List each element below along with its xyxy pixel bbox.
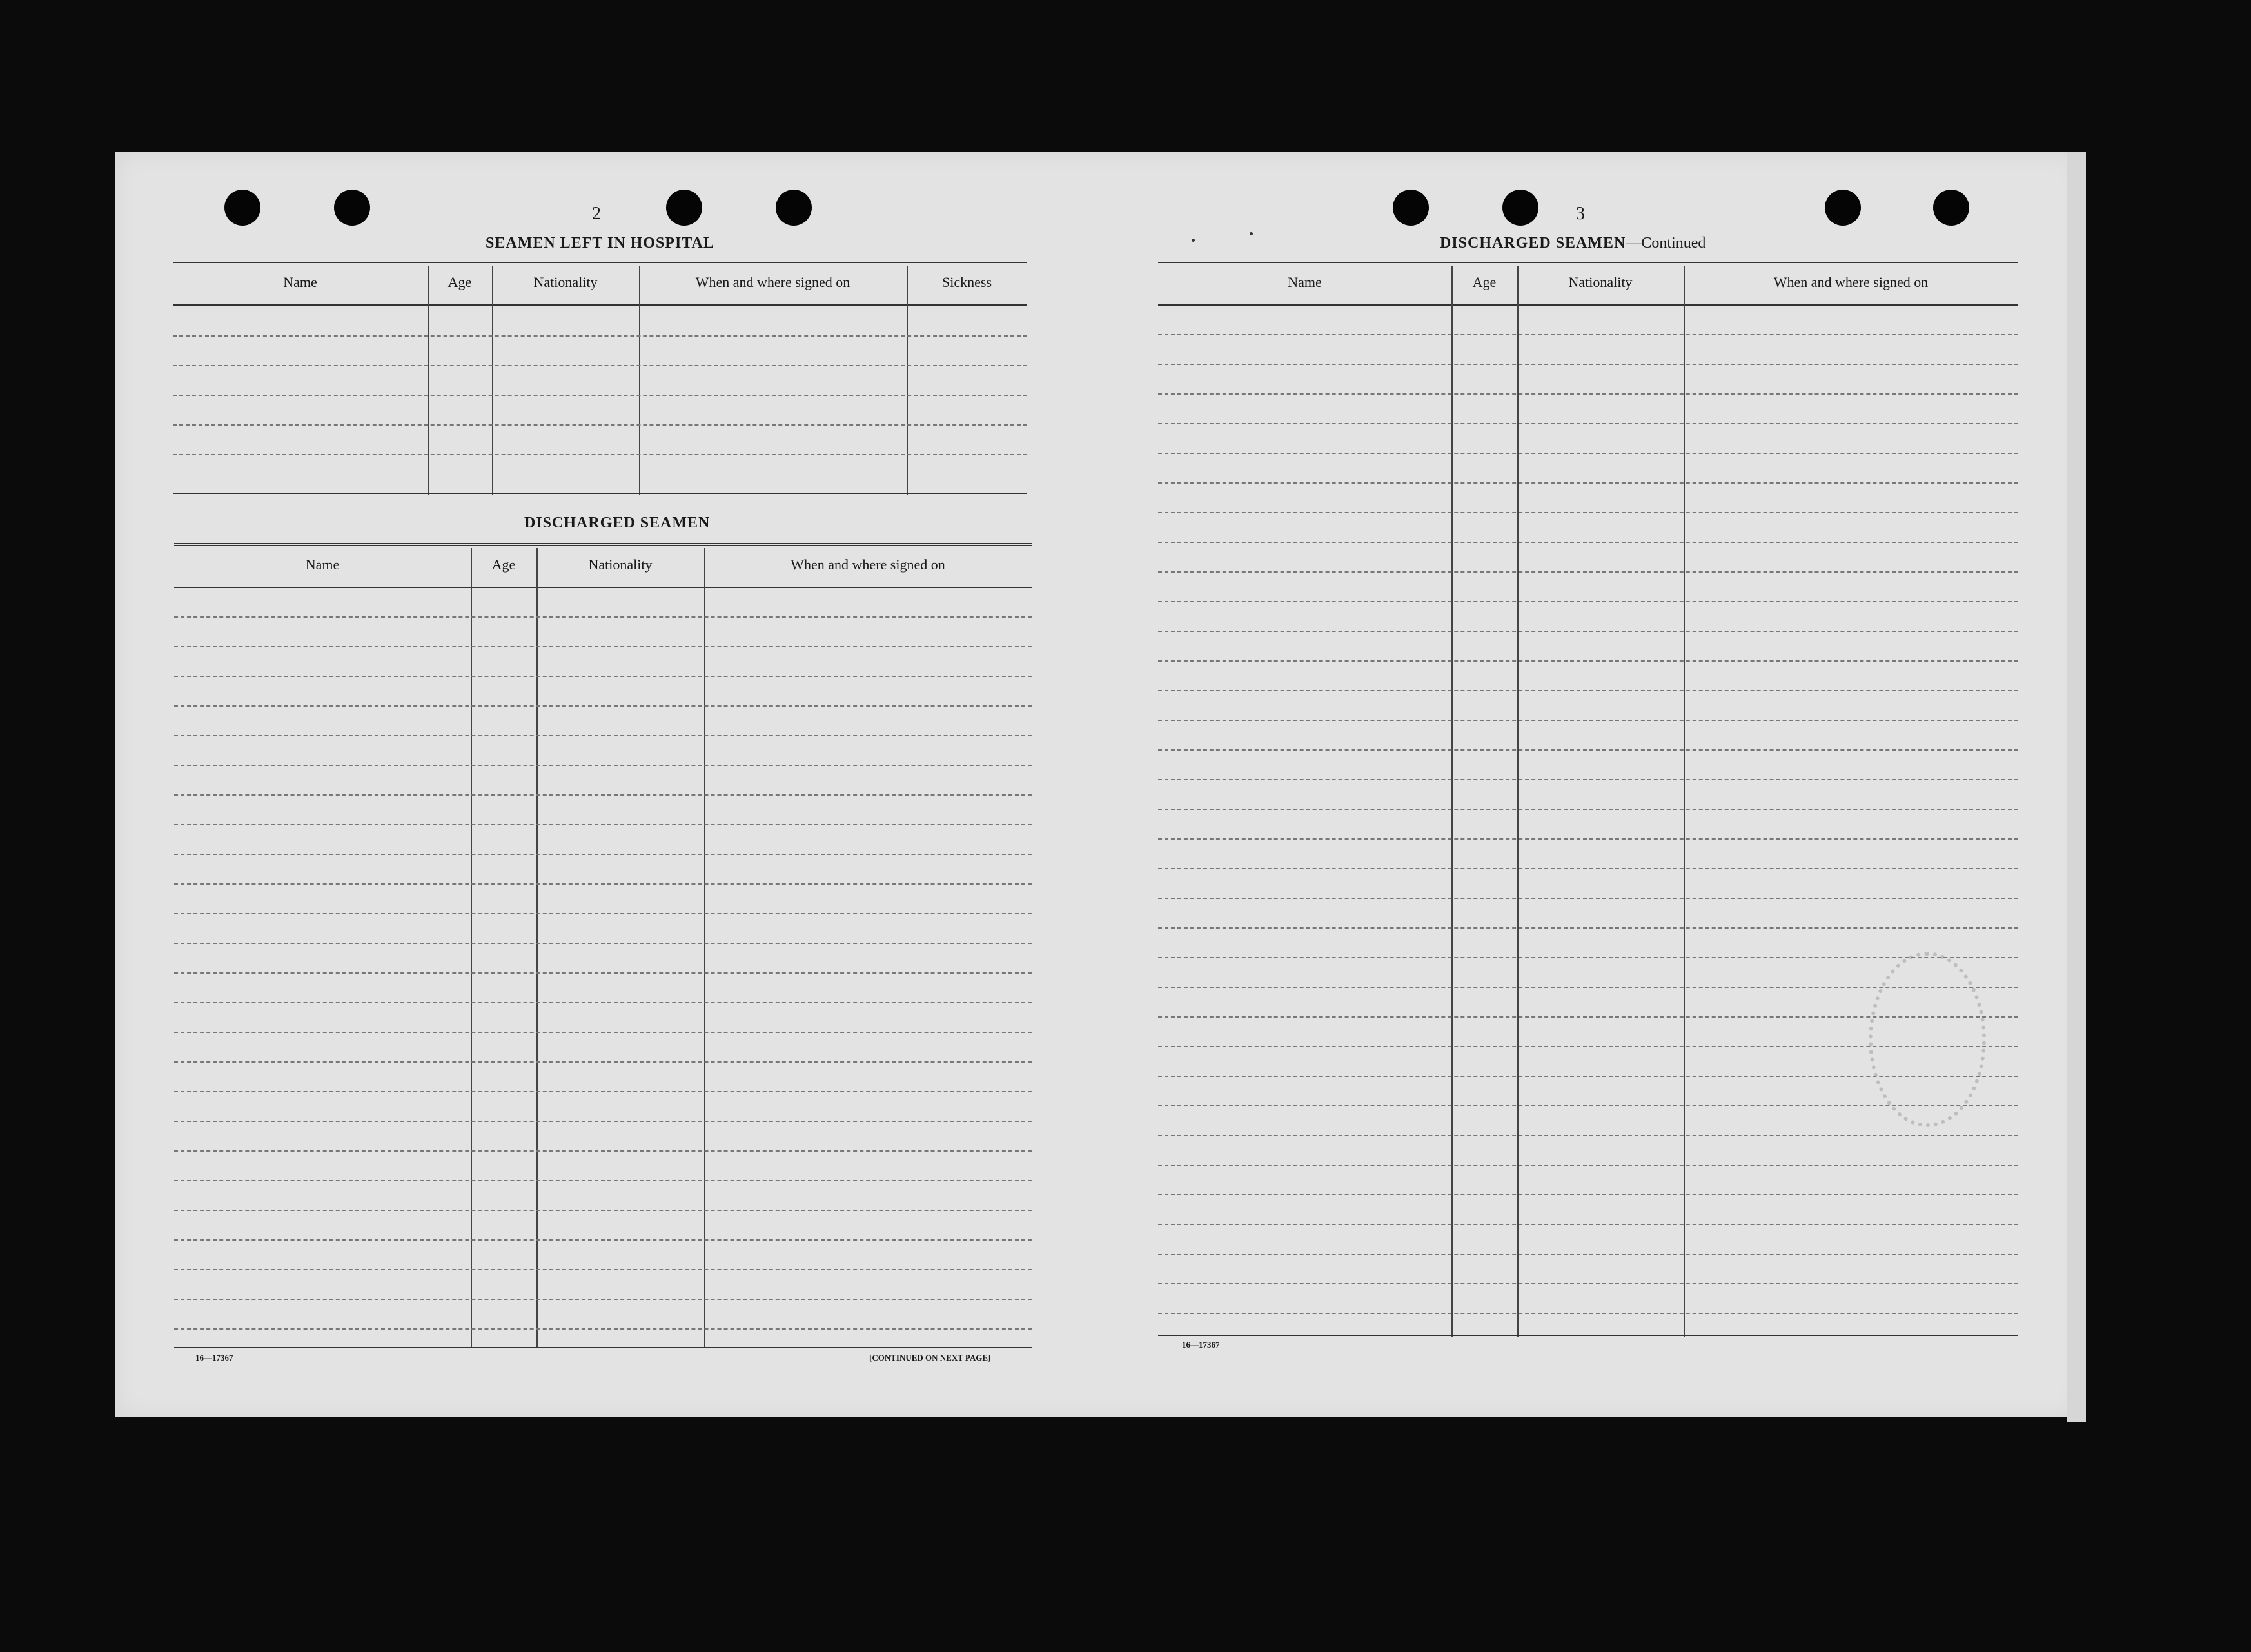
col-header-signed-on: When and where signed on [695, 274, 850, 290]
col-header-age: Age [447, 274, 472, 290]
title-suffix: —Continued [1626, 235, 1706, 251]
col-header-nationality: Nationality [1568, 274, 1633, 290]
discharged-continued-title [1440, 235, 1705, 252]
hospital-section-title: SEAMEN LEFT IN HOSPITAL [486, 235, 714, 251]
col-header-name: Name [283, 274, 317, 290]
discharged-table-header [174, 548, 1032, 588]
table-row [173, 454, 1027, 455]
page-number: 3 [1576, 204, 1585, 224]
discharged-continued-header [1158, 266, 2018, 306]
col-header-age: Age [491, 556, 516, 573]
col-header-age: Age [1472, 274, 1497, 290]
table-row [173, 424, 1027, 426]
hospital-table [173, 261, 1027, 495]
discharged-continued-table [1158, 261, 2018, 1337]
form-number: 16—17367 [1182, 1340, 1220, 1350]
punch-hole [334, 190, 370, 226]
form-number: 16—17367 [195, 1353, 233, 1362]
left-page [115, 152, 1101, 1417]
discharged-table [174, 543, 1032, 1348]
hospital-table-header [173, 266, 1027, 306]
col-header-signed-on: When and where signed on [1773, 274, 1929, 290]
col-header-name: Name [305, 556, 340, 573]
col-header-nationality: Nationality [588, 556, 653, 573]
discharged-section-title: DISCHARGED SEAMEN [524, 515, 711, 531]
punch-hole [224, 190, 260, 226]
faded-stamp [1869, 952, 1986, 1127]
col-header-sickness: Sickness [942, 274, 992, 290]
col-header-signed-on: When and where signed on [791, 556, 945, 573]
right-page [1101, 152, 2081, 1417]
table-row [173, 365, 1027, 366]
punch-hole [1825, 190, 1861, 226]
col-header-name: Name [1288, 274, 1322, 290]
punch-hole [1393, 190, 1429, 226]
col-header-nationality: Nationality [533, 274, 598, 290]
punch-hole [1933, 190, 1969, 226]
table-row [173, 395, 1027, 396]
punch-hole [1502, 190, 1538, 226]
page-number: 2 [592, 204, 601, 224]
punch-hole [776, 190, 812, 226]
title-main: DISCHARGED SEAMEN [1440, 235, 1626, 251]
table-row [173, 335, 1027, 337]
continued-note: [CONTINUED ON NEXT PAGE] [869, 1353, 991, 1362]
punch-hole [666, 190, 702, 226]
